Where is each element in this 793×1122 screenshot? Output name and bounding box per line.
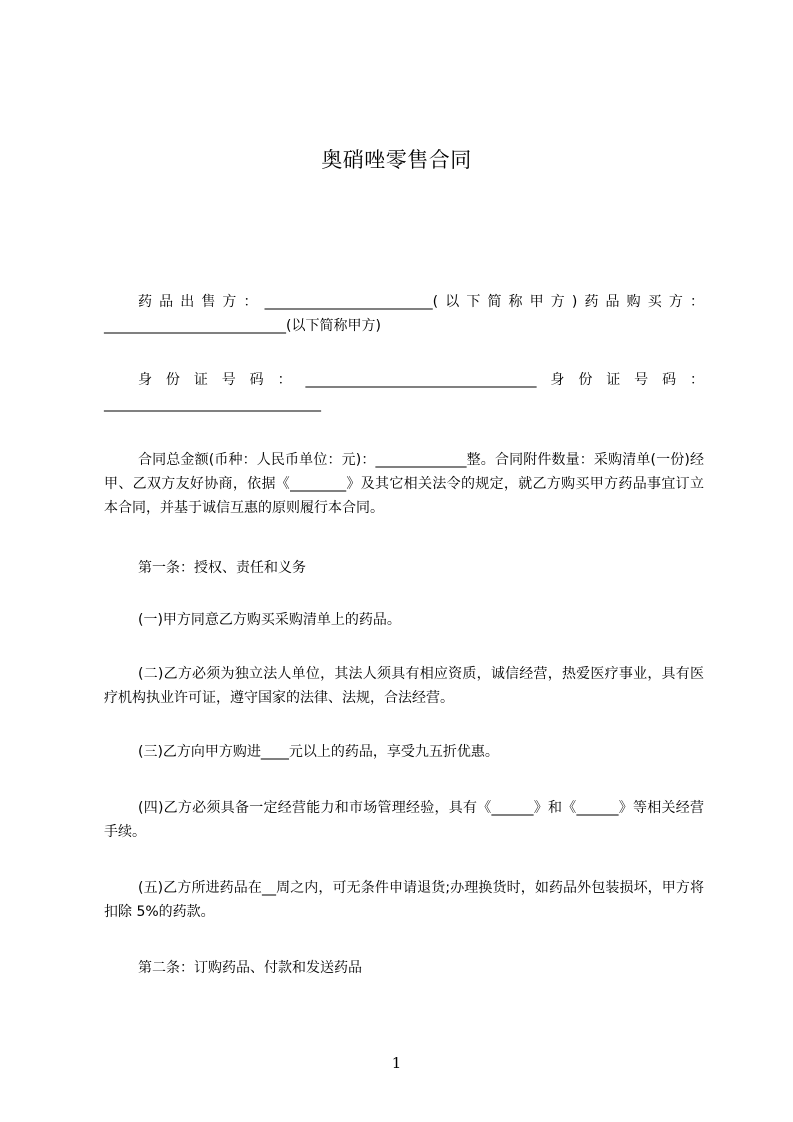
clause-1-4: (四)乙方必须具备一定经营能力和市场管理经验，具有《______》和《______》等相关经营手续。 bbox=[104, 800, 704, 840]
clause-1-2: (二)乙方必须为独立法人单位，其法人须具有相应资质，诚信经营，热爱医疗事业，具有医疗机构执业许可证，遵守国家的法律、法规，合法经营。 bbox=[104, 666, 704, 706]
clause-1-5: (五)乙方所进药品在__周之内，可无条件申请退货;办理换货时，如药品外包装损坏，甲方将扣除 5%的药款。 bbox=[104, 880, 704, 920]
paragraph-contract-amount: 合同总金额(币种：人民币单位：元)：_____________整。合同附件数量：采购清单(一份)经甲、乙双方友好协商，依据《________》及其它相关法令的规定，就乙方购买甲方药品事宜订立本合同，并基于诚信互惠的原则履行本合同。 bbox=[104, 452, 704, 516]
clause-1-3: (三)乙方向甲方购进____元以上的药品，享受九五折优惠。 bbox=[138, 744, 499, 760]
paragraph-id-numbers: 身份证号码：_________________________________身份证号码：_______________________________ bbox=[104, 372, 704, 412]
document-title: 奥硝唑零售合同 bbox=[321, 148, 472, 172]
section-heading-2: 第二条：订购药品、付款和发送药品 bbox=[138, 960, 362, 976]
page-number: 1 bbox=[391, 1054, 402, 1072]
section-heading-1: 第一条：授权、责任和义务 bbox=[138, 560, 306, 576]
paragraph-seller-buyer: 药品出售方：________________________(以下简称甲方)药品购买方：__________________________(以下简称甲方) bbox=[104, 294, 704, 334]
clause-1-1: (一)甲方同意乙方购买采购清单上的药品。 bbox=[138, 612, 401, 628]
